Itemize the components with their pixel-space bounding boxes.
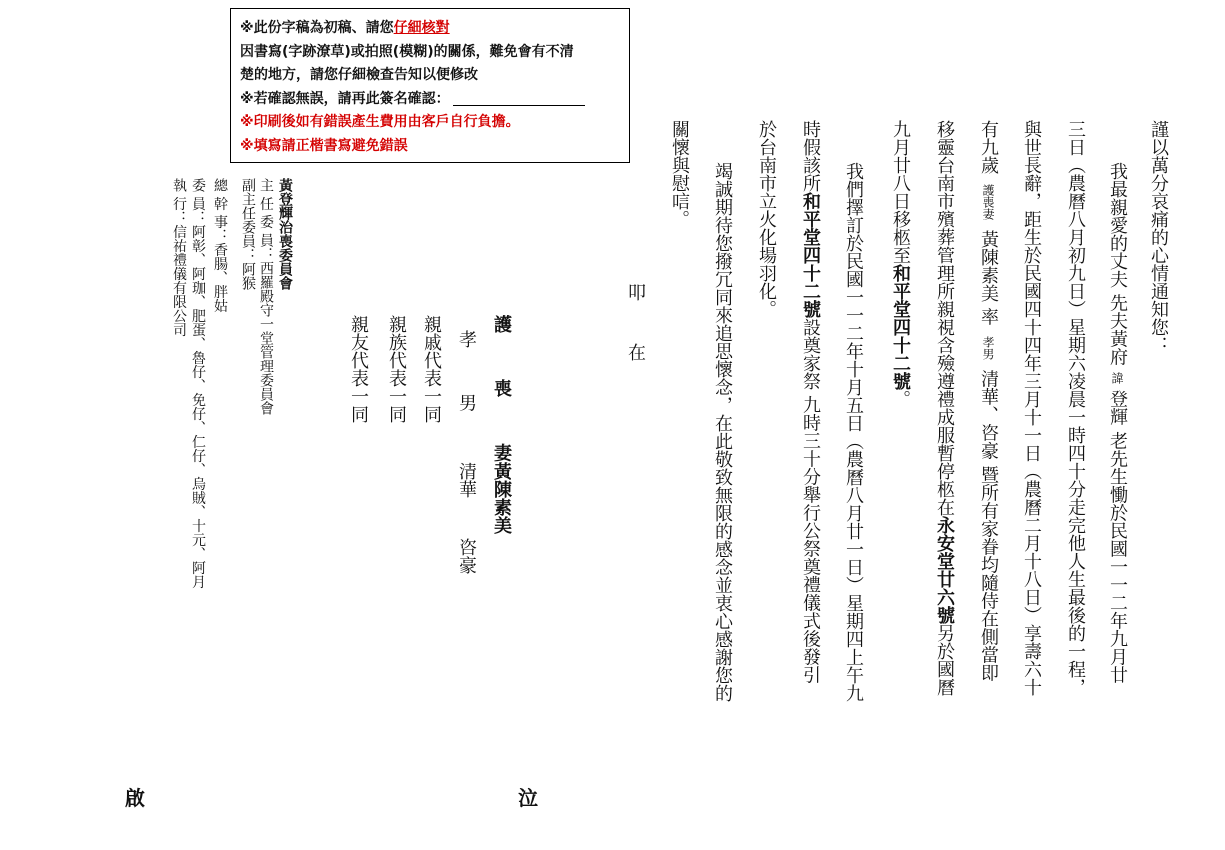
opening-line: 謹以萬分哀痛的心情通知您： [1148,120,1169,354]
committee-row-1: 主 任 委 員：西羅殿守一堂管理委員會 [258,178,274,416]
family-name-son-1: 清華 [456,462,477,498]
family-name-wife: 黃陳素美 [491,462,512,534]
notice-line-1: ※此份字稿為初稿、請您仔細核對 [240,20,450,36]
group-clan: 親族代表一同 [386,315,407,423]
family-role-wife: 護 喪 妻 [491,315,512,482]
group-friends: 親友代表一同 [348,315,369,423]
notice-line-3: 楚的地方，請您仔細檢查告知以便修改 [240,67,478,83]
notice-line-4: ※若確認無誤，請再此簽名確認： [240,88,623,112]
notice-line-6: ※填寫請正楷書寫避免錯誤 [240,137,408,154]
committee-row-2: 副主任委員：阿猴 [240,178,256,290]
body-col-9: 於台南市立火化場羽化。 [756,120,777,318]
body-col-6: 九月廿八日移柩至和平堂四十二號。 [890,120,911,408]
notice-line-2: 因書寫(字跡潦草)或拍照(模糊)的關係，難免會有不清 [240,43,574,60]
family-name-son-2: 咨豪 [456,538,477,574]
notice-emphasis: 仔細核對 [393,20,450,36]
committee-row-5: 執 行：信祐禮儀有限公司 [171,178,187,337]
body-col-1: 我最親愛的丈夫 先夫黃府諱登輝 老先生慟於民國一一二年九月廿 [1107,162,1128,684]
body-col-4: 有九歲護喪妻黃陳素美 率孝男清華、咨豪 暨所有家眷均隨侍在側當即 [978,120,999,682]
body-col-8: 時假該所和平堂四十二號設奠家祭 九時三十分舉行公祭奠禮儀式後發引 [800,120,821,684]
family-role-son: 孝 男 [456,330,477,432]
body-col-11: 關懷與慰唁。 [669,120,690,228]
footer-qi: 啟 [125,786,145,810]
body-col-3: 與世長辭，距生於民國四十四年三月十一日（農曆二月十八日）享壽六十 [1021,120,1042,696]
committee-row-4: 委 員：阿彰、阿珈、肥蛋、魯仔、免仔、仁仔、烏賊、十元、阿月 [190,178,206,589]
signature-line[interactable] [453,91,585,106]
body-col-10: 竭誠期待您撥冗同來追思懷念，在此敬致無限的感念並衷心感謝您的 [712,162,733,702]
closing-zai: 在 [625,343,646,361]
body-col-7: 我們擇訂於民國一一二年十月五日（農曆八月廿一日）星期四上午九 [843,162,864,702]
body-col-5: 移靈台南市殯葬管理所親視含殮遵禮成服暫停柩在永安堂廿六號另於國曆 [934,120,955,696]
footer-qi-weep: 泣 [518,786,538,810]
notice-line-5: ※印刷後如有錯誤產生費用由客戶自行負擔。 [240,114,520,130]
closing-kou: 叩 [625,283,646,301]
committee-row-3: 總 幹 事：香腸、胖姑 [212,178,228,313]
committee-title: 黃登輝治喪委員會 [277,178,293,290]
body-col-2: 三日（農曆八月初九日）星期六凌晨一時四十分走完他人生最後的一程， [1065,120,1086,696]
proof-notice-box [230,8,630,163]
group-relatives: 親戚代表一同 [421,315,442,423]
